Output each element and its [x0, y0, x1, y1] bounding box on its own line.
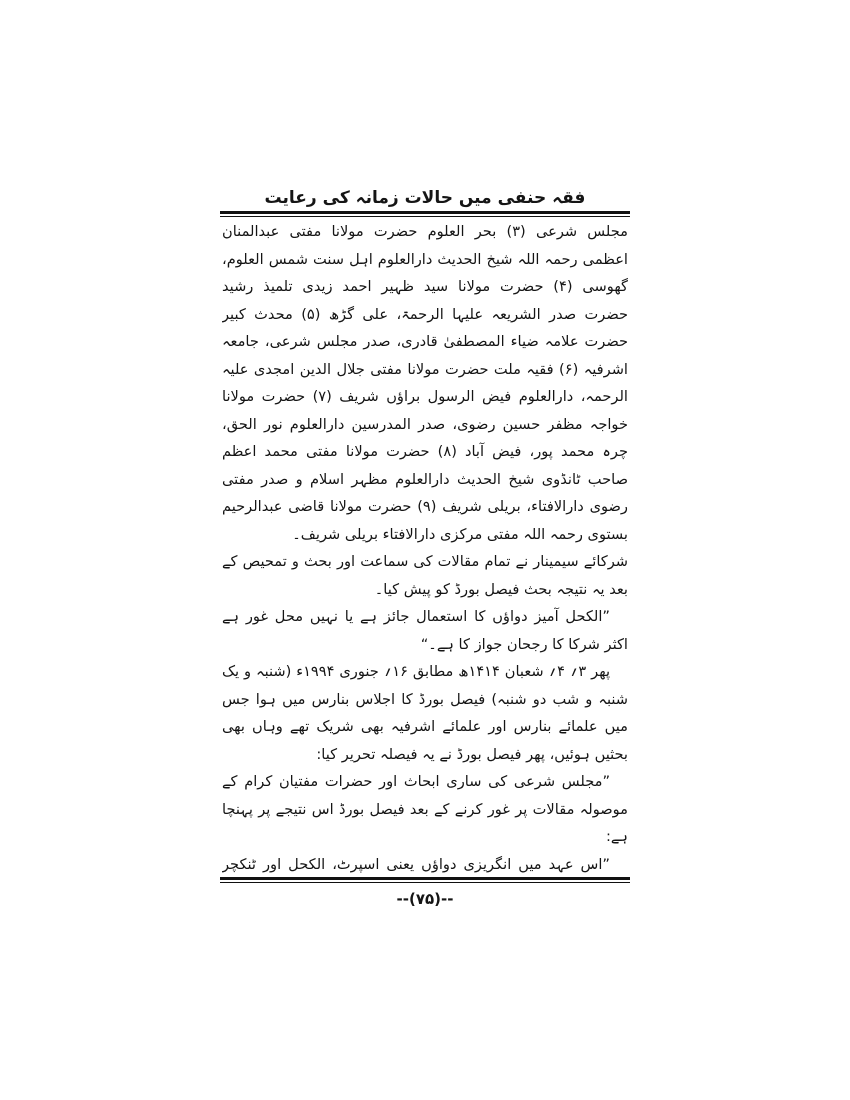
paragraph-participants-list: مجلس شرعی (۳) بحر العلوم حضرت مولانا مفتی عبدالمنان اعظمی رحمہ اللہ شیخ الحدیث دارالعلوم اہل سنت شمس العلوم، گھوسی (۴) حضرت مولانا سید ظہیر احمد زیدی تلمیذ رشید حضرت صدر الشریعہ علیہا الرحمۃ، علی گڑھ (۵) محدث کبیر حضرت علامہ ضیاء المصطفیٰ قادری، صدر مجلس شرعی، جامعہ اشرفیہ (۶) فقیہ ملت حضرت مولانا مفتی جلال الدین امجدی علیہ الرحمہ، دارالعلوم فیض الرسول براؤں شریف (۷) حضرت مولانا خواجہ مظفر حسین رضوی، صدر المدرسین دارالعلوم نور الحق، چرہ محمد پور، فیض آباد (۸) حضرت مولانا مفتی محمد اعظم صاحب ٹانڈوی شیخ الحدیث دارالعلوم مظہر اسلام و صدر مفتی رضوی دارالافتاء، بریلی شریف (۹) حضرت مولانا قاضی عبدالرحیم بستوی رحمہ اللہ مفتی مرکزی دارالافتاء بریلی شریف۔ [222, 223, 628, 543]
footer-rule-thick [220, 877, 630, 880]
header-rule-thick [220, 211, 630, 214]
header-rule-thin [220, 216, 630, 217]
paragraph-board-review: ”مجلس شرعی کی ساری ابحاث اور حضرات مفتیان کرام کے موصولہ مقالات پر غور کرنے کے بعد فیصل بورڈ اس نتیجے پر پہنچا ہے: [222, 773, 628, 845]
running-header: فقہ حنفی میں حالات زمانہ کی رعایت [264, 188, 586, 208]
paragraph-quote-alcohol: ”الکحل آمیز دواؤں کا استعمال جائز ہے یا نہیں محل غور ہے اکثر شرکا کا رجحان جواز کا ہے۔“ [222, 608, 628, 653]
page-number: --(۷۵)-- [396, 890, 454, 908]
paragraph-board-session: پھر ۳؍ ۴؍ شعبان ۱۴۱۴ھ مطابق ۱۶؍ جنوری ۱۹۹۴ء (شنبہ و یک شنبہ و شب دو شنبہ) فیصل بورڈ کا اجلاس بنارس میں ہوا جس میں علمائے بنارس اور علمائے اشرفیہ بھی شریک تھے وہاں بھی بحثیں ہوئیں، پھر فیصل بورڈ نے یہ فیصلہ تحریر کیا: [222, 663, 628, 763]
paragraph-board-decision: ”اس عہد میں انگریزی دواؤں یعنی اسپرٹ، الکحل اور ٹنکچر [222, 855, 610, 873]
body-text [222, 218, 628, 873]
paragraph-seminar-result: شرکائے سیمینار نے تمام مقالات کی سماعت اور بحث و تمحیص کے بعد یہ نتیجہ بحث فیصل بورڈ کو پیش کیا۔ [222, 553, 628, 598]
footer-rule-thin [220, 882, 630, 883]
